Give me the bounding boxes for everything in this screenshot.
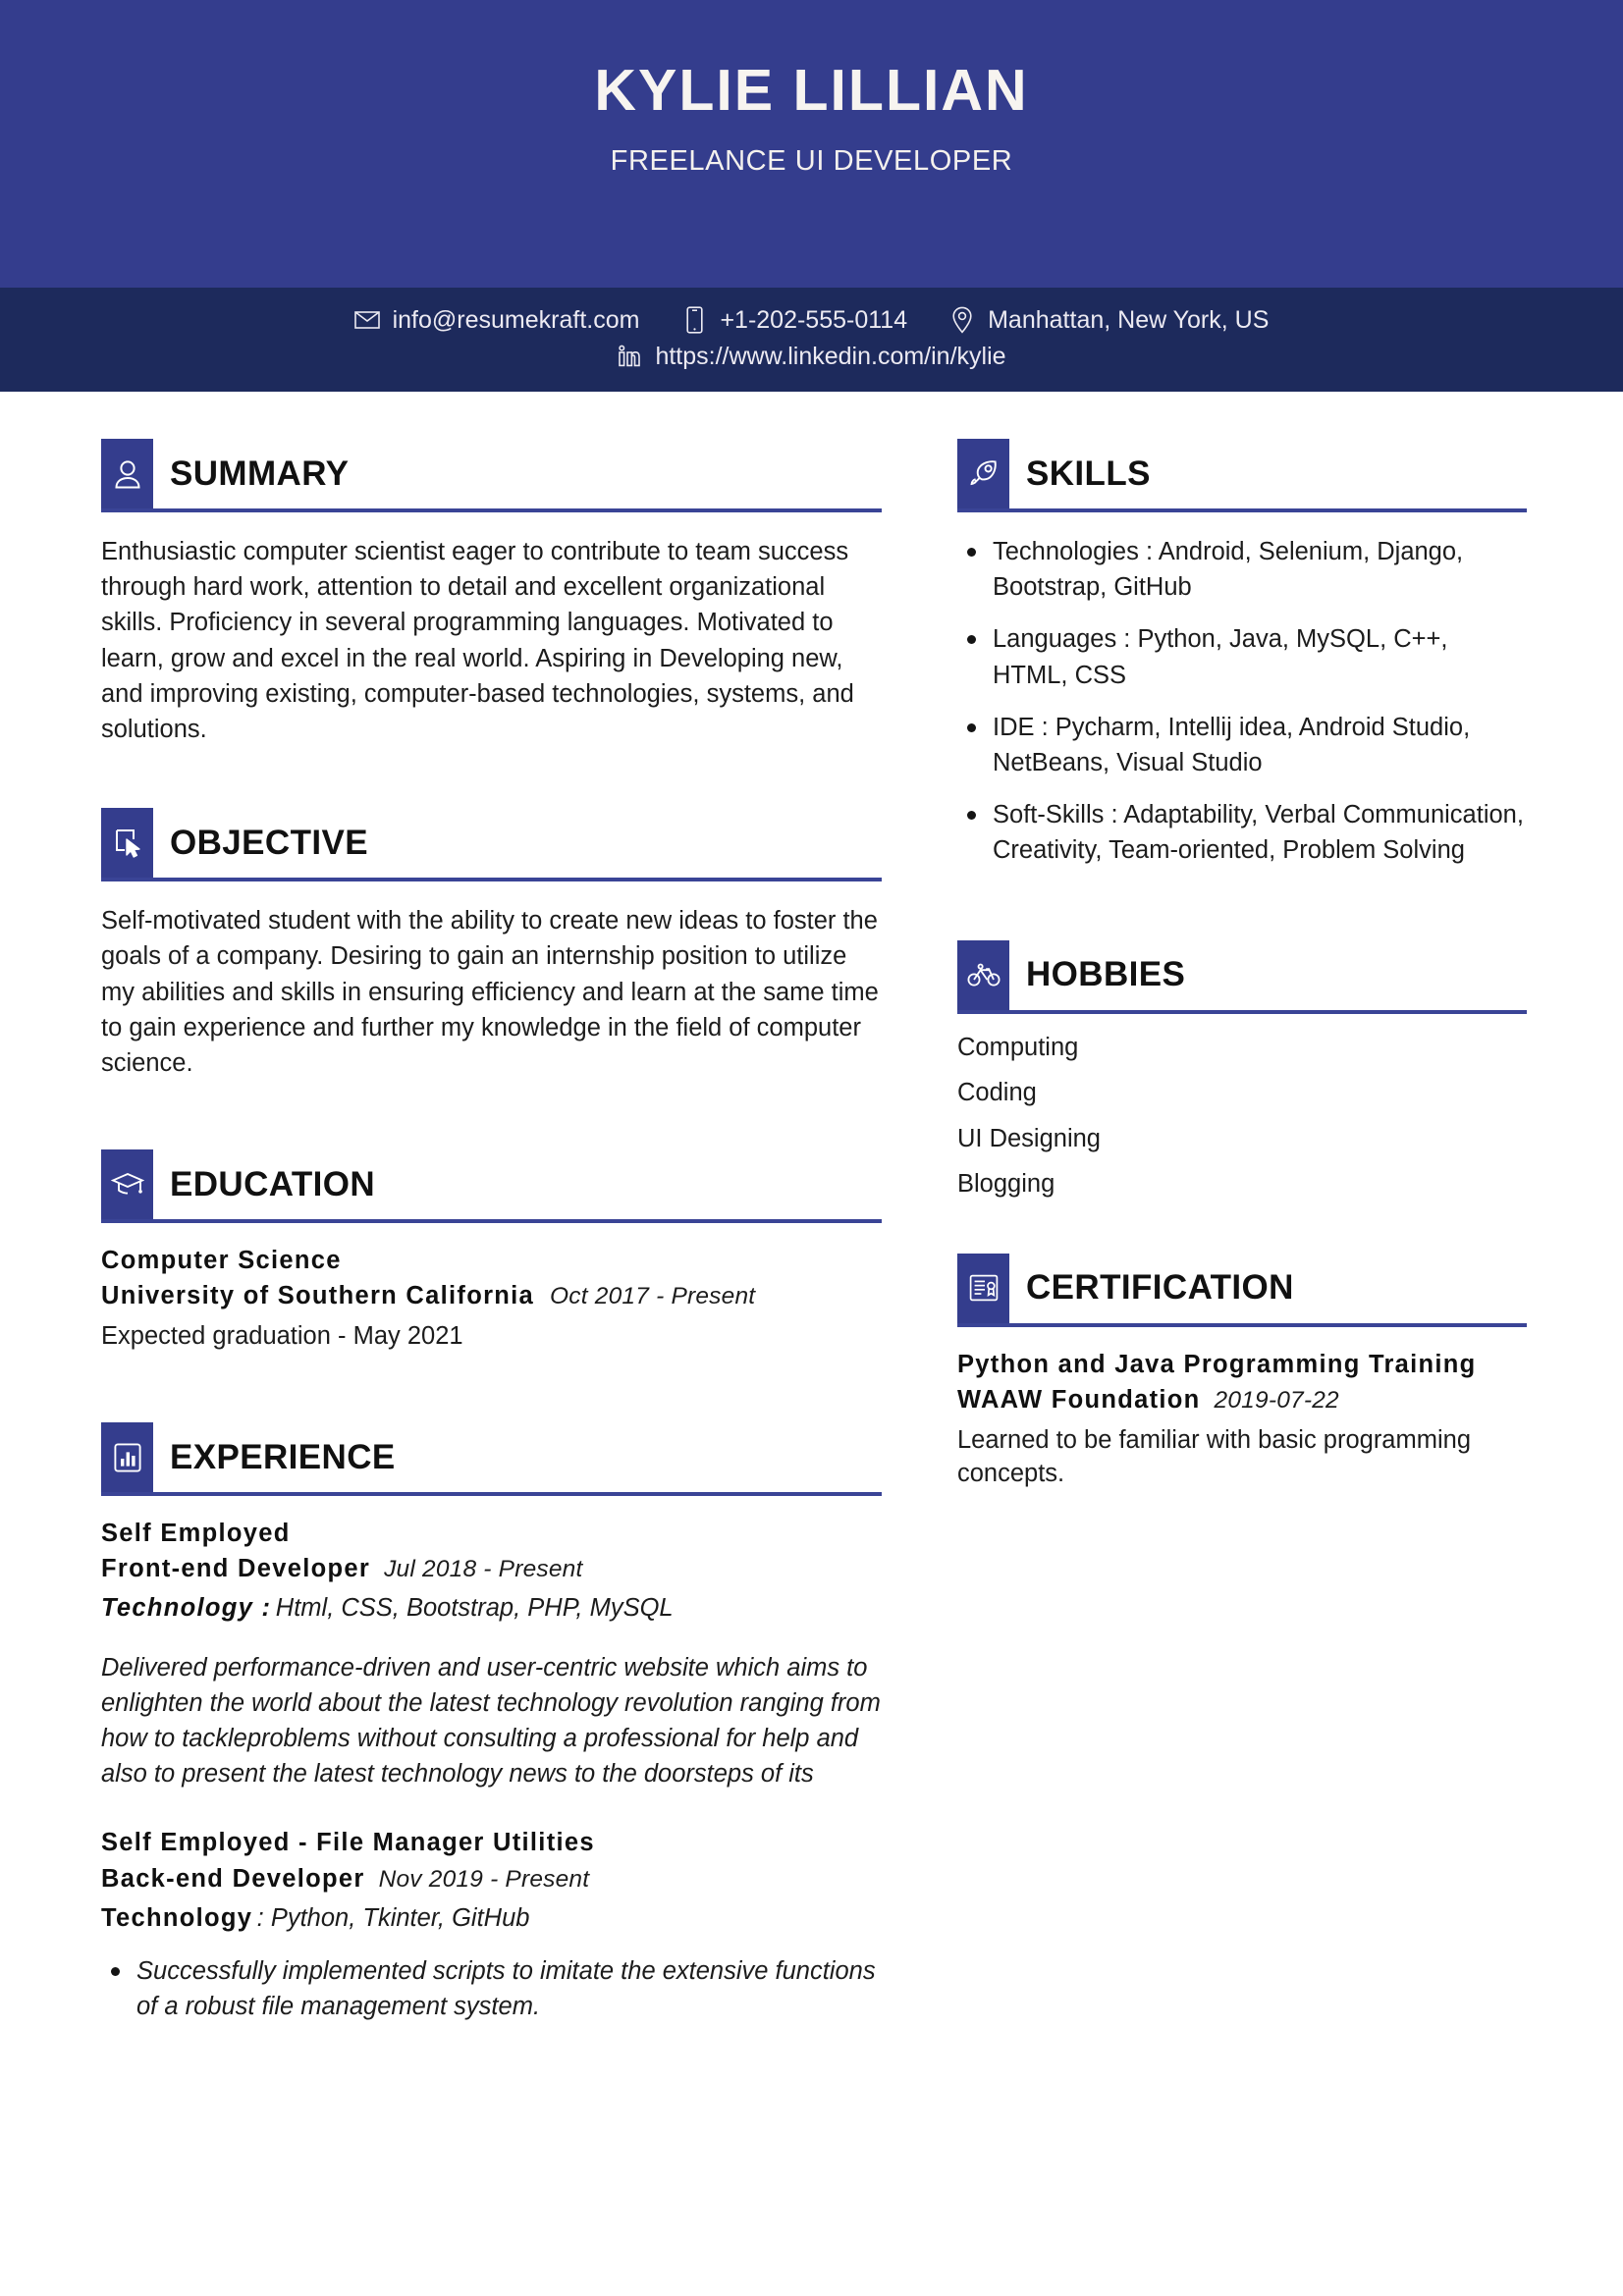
experience-header [101,1422,882,1492]
list-item: Computing [957,1033,1079,1061]
experience-tech-value: : Python, Tkinter, GitHub [256,1903,530,1932]
right-column [957,439,1527,2041]
cursor-click-icon [101,808,153,878]
skills-title: SKILLS [1026,454,1151,493]
bicycle-icon [957,940,1009,1010]
hobbies-title: HOBBIES [1026,955,1186,994]
list-item: UI Designing [957,1124,1101,1152]
contact-email[interactable] [354,306,640,334]
experience-bullet-list [101,1953,882,2024]
objective-text: Self-motivated student with the ability to create new ideas to foster the goals of a company. Desiring to gain an internship position to utilize my abilities and skills in ensuring efficiency and learn at the same time to gain experience and further my knowledge in the field of computer science. [101,907,879,1078]
hobbies-body [957,1014,1527,1198]
experience-date: Jul 2018 - Present [384,1556,583,1583]
contact-location-text: Manhattan, New York, US [988,305,1270,334]
section-education [101,1149,882,1354]
contact-row-secondary [617,343,1005,370]
certification-issuer: WAAW Foundation [957,1385,1201,1414]
experience-description: Delivered performance-driven and user-centric website which aims to enlighten the world about the latest technology revolution ranging from how to tackleproblems without consulting a professional for help and also to present the latest technology news to the doorsteps of its [101,1653,881,1789]
experience-body [101,1496,882,2024]
objective-header [101,808,882,878]
section-certification [957,1254,1527,1491]
certification-title: CERTIFICATION [1026,1268,1294,1308]
resume-body [0,392,1623,2041]
section-summary [101,439,882,747]
education-entry [101,1245,882,1354]
education-date: Oct 2017 - Present [550,1283,756,1310]
experience-tech-value: Html, CSS, Bootstrap, PHP, MySQL [275,1594,674,1623]
experience-entry [101,1827,882,2024]
contact-bar [0,288,1623,392]
experience-company: Self Employed - File Manager Utilities [101,1829,595,1857]
section-skills [957,439,1527,869]
graduation-cap-icon [101,1149,153,1219]
experience-role: Back-end Developer [101,1864,365,1893]
experience-company: Self Employed [101,1520,291,1548]
certification-body [957,1327,1527,1491]
list-item: Successfully implemented scripts to imitate the extensive functions of a robust file management system. [101,1953,882,2024]
list-item: Soft-Skills : Adaptability, Verbal Communication, Creativity, Team-oriented, Problem Solving [957,797,1527,868]
contact-row-primary [354,306,1270,334]
experience-tech-label: Technology : [101,1594,272,1623]
list-item: IDE : Pycharm, Intellij idea, Android Studio, NetBeans, Visual Studio [957,710,1527,780]
skills-body [957,512,1527,869]
list-item: Technologies : Android, Selenium, Django, Bootstrap, GitHub [957,534,1527,605]
section-hobbies [957,940,1527,1198]
page-title: KYLIE LILLIAN [594,58,1029,123]
experience-role: Front-end Developer [101,1555,371,1583]
rocket-icon [957,439,1009,508]
contact-email-text: info@resumekraft.com [392,305,640,334]
list-item: Languages : Python, Java, MySQL, C++, HTML, CSS [957,621,1527,692]
education-body [101,1223,882,1354]
contact-phone[interactable] [681,306,907,334]
contact-linkedin[interactable] [617,343,1005,370]
hobbies-header [957,940,1527,1010]
education-degree: Computer Science [101,1247,342,1275]
linkedin-icon [617,343,642,370]
left-column [101,439,882,2041]
person-icon [101,439,153,508]
list-item: Blogging [957,1170,1055,1199]
education-header [101,1149,882,1219]
summary-header [101,439,882,508]
experience-tech-label: Technology [101,1903,253,1932]
summary-body [101,512,882,747]
objective-body [101,881,882,1081]
summary-text: Enthusiastic computer scientist eager to contribute to team success through hard work, attention to detail and excellent organizational skills. Proficiency in several programming languages. Motivated to learn, grow and excel in the real world. Aspiring in Developing new, and improving existing, computer-based technologies, systems, and solutions. [101,538,854,744]
section-experience [101,1422,882,2024]
education-note: Expected graduation - May 2021 [101,1322,463,1351]
experience-entry [101,1518,882,1791]
mobile-phone-icon [681,306,707,334]
certification-description: Learned to be familiar with basic programming concepts. [957,1425,1471,1487]
envelope-icon [354,306,380,334]
contact-linkedin-text: https://www.linkedin.com/in/kylie [655,342,1006,370]
certificate-icon [957,1254,1009,1323]
list-item: Coding [957,1079,1037,1107]
skills-list [957,534,1527,869]
experience-date: Nov 2019 - Present [378,1865,590,1893]
bar-chart-icon [101,1422,153,1492]
education-title: EDUCATION [170,1164,376,1203]
certification-name: Python and Java Programming Training [957,1350,1477,1378]
resume-header [0,0,1623,288]
certification-header [957,1254,1527,1323]
job-title: FREELANCE UI DEVELOPER [610,144,1013,177]
contact-location[interactable] [949,306,1269,334]
contact-phone-text: +1-202-555-0114 [720,305,908,334]
map-pin-icon [949,306,975,334]
objective-title: OBJECTIVE [170,823,368,862]
certification-date: 2019-07-22 [1214,1386,1339,1414]
certification-entry [957,1349,1527,1491]
experience-title: EXPERIENCE [170,1437,396,1476]
education-institution: University of Southern California [101,1282,535,1310]
section-objective [101,808,882,1081]
skills-header [957,439,1527,508]
summary-title: SUMMARY [170,454,350,493]
